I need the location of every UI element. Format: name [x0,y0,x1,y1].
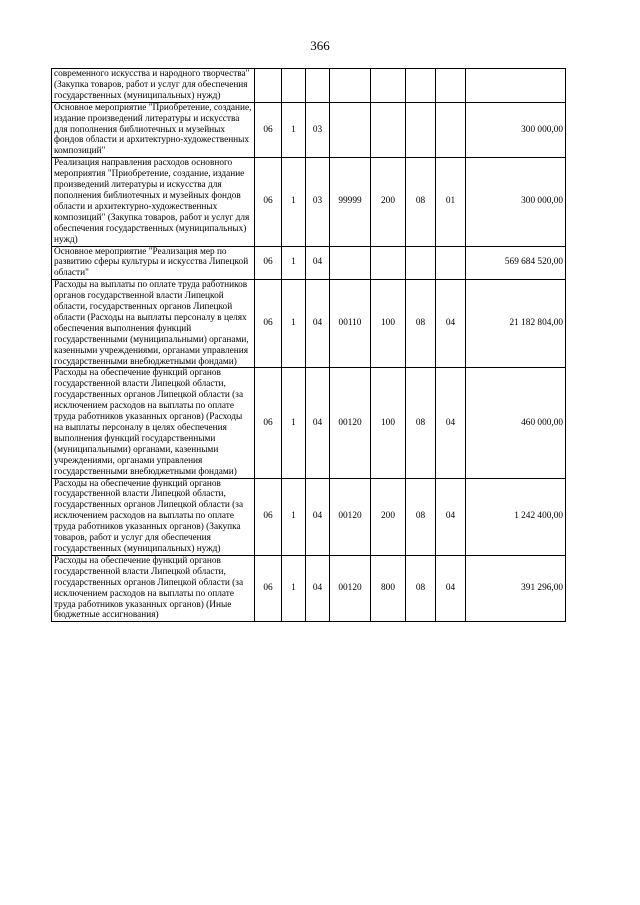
direction-code-cell [330,69,371,103]
section-code-cell: 08 [406,280,436,368]
expense-name-cell: Основное мероприятие "Приобретение, создание, издание произведений литературы и искусства для пополнения библиотечных и музейных фондов области и архитектурно-художественных композиций" [52,102,255,158]
section-code-cell: 08 [406,555,436,621]
subprogram-code-cell: 1 [282,102,306,158]
expense-type-cell: 200 [371,158,406,246]
table-row [52,368,566,478]
direction-code-cell: 00110 [330,280,371,368]
page-number: 366 [310,38,330,53]
subprogram-code-cell: 1 [282,158,306,246]
subsection-code-cell: 04 [436,555,466,621]
budget-table [51,68,566,622]
section-code-cell [406,246,436,280]
subsection-code-cell: 01 [436,158,466,246]
section-code-cell: 08 [406,478,436,555]
expense-type-cell: 200 [371,478,406,555]
event-code-cell: 03 [306,158,330,246]
direction-code-cell: 00120 [330,368,371,478]
program-code-cell: 06 [255,478,282,555]
table-row [52,280,566,368]
program-code-cell: 06 [255,246,282,280]
direction-code-cell: 99999 [330,158,371,246]
event-code-cell: 04 [306,246,330,280]
direction-code-cell: 00120 [330,478,371,555]
subprogram-code-cell: 1 [282,280,306,368]
subsection-code-cell: 04 [436,368,466,478]
subprogram-code-cell [282,69,306,103]
event-code-cell: 04 [306,478,330,555]
subsection-code-cell [436,246,466,280]
amount-cell: 391 296,00 [466,555,566,621]
event-code-cell: 03 [306,102,330,158]
expense-name-cell: Расходы на обеспечение функций органов государственной власти Липецкой области, государственных органов Липецкой области (за исключением расходов на выплаты по оплате труда работников указанных органов) (Закупка товаров, работ и услуг для обеспечения государственных (муниципальных) нужд) [52,478,255,555]
subprogram-code-cell: 1 [282,555,306,621]
event-code-cell: 04 [306,555,330,621]
direction-code-cell [330,102,371,158]
program-code-cell: 06 [255,102,282,158]
expense-type-cell: 100 [371,368,406,478]
section-code-cell: 08 [406,158,436,246]
subsection-code-cell [436,69,466,103]
program-code-cell: 06 [255,368,282,478]
expense-name-cell: Расходы на обеспечение функций органов государственной власти Липецкой области, государственных органов Липецкой области (за исключением расходов на выплаты по оплате труда работников указанных органов) (Расходы на выплаты персоналу в целях обеспечения выполнения функций государственными (муниципальными) органами, казенными учреждениями, органами управления государственными внебюджетными фондами) [52,368,255,478]
expense-type-cell: 800 [371,555,406,621]
subprogram-code-cell: 1 [282,478,306,555]
event-code-cell: 04 [306,368,330,478]
subprogram-code-cell: 1 [282,368,306,478]
amount-cell: 460 000,00 [466,368,566,478]
expense-name-cell: Реализация направления расходов основного мероприятия "Приобретение, создание, издание произведений литературы и искусства для пополнения библиотечных и музейных фондов области и архитектурно-художественных композиций" (Закупка товаров, работ и услуг для обеспечения государственных (муниципальных) нужд) [52,158,255,246]
amount-cell: 21 182 804,00 [466,280,566,368]
program-code-cell: 06 [255,280,282,368]
section-code-cell [406,102,436,158]
table-row [52,69,566,103]
expense-type-cell [371,246,406,280]
expense-name-cell: Расходы на выплаты по оплате труда работников органов государственной власти Липецкой области, государственных органов Липецкой области (Расходы на выплаты персоналу в целях обеспечения выполнения функций государственными (муниципальными) органами, казенными учреждениями, органами управления государственными внебюджетными фондами) [52,280,255,368]
amount-cell [466,69,566,103]
expense-type-cell [371,69,406,103]
section-code-cell [406,69,436,103]
amount-cell: 1 242 400,00 [466,478,566,555]
subprogram-code-cell: 1 [282,246,306,280]
expense-type-cell: 100 [371,280,406,368]
subsection-code-cell: 04 [436,280,466,368]
table-row [52,102,566,158]
table-row [52,246,566,280]
expense-name-cell: современного искусства и народного творчества" (Закупка товаров, работ и услуг для обеспечения государственных (муниципальных) нужд) [52,69,255,103]
event-code-cell: 04 [306,280,330,368]
section-code-cell: 08 [406,368,436,478]
expense-name-cell: Расходы на обеспечение функций органов государственной власти Липецкой области, государственных органов Липецкой области (за исключением расходов на выплаты по оплате труда работников указанных органов) (Иные бюджетные ассигнования) [52,555,255,621]
amount-cell: 300 000,00 [466,158,566,246]
expense-name-cell: Основное мероприятие "Реализация мер по развитию сферы культуры и искусства Липецкой области" [52,246,255,280]
subsection-code-cell [436,102,466,158]
subsection-code-cell: 04 [436,478,466,555]
program-code-cell: 06 [255,158,282,246]
event-code-cell [306,69,330,103]
direction-code-cell [330,246,371,280]
amount-cell: 569 684 520,00 [466,246,566,280]
program-code-cell: 06 [255,555,282,621]
table-row [52,478,566,555]
table-row [52,158,566,246]
program-code-cell [255,69,282,103]
expense-type-cell [371,102,406,158]
direction-code-cell: 00120 [330,555,371,621]
amount-cell: 300 000,00 [466,102,566,158]
table-row [52,555,566,621]
